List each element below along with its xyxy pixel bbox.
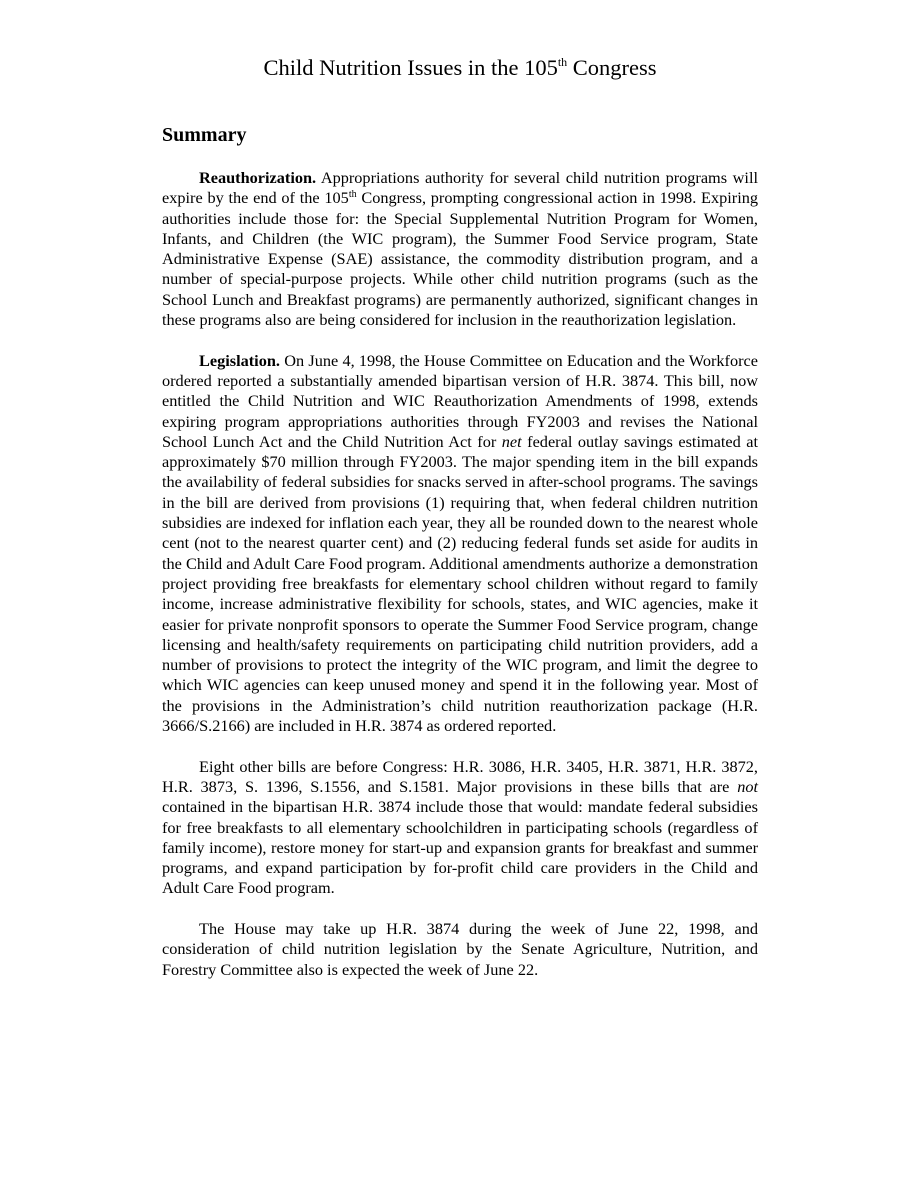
paragraph-text: The House may take up H.R. 3874 during the week of June 22, 1998, and consideration of child nutrition legislation by the Senate Agriculture, Nutrition, and Forestry Committee also is expected the week of June 22. — [162, 918, 758, 979]
paragraph-text: contained in the bipartisan H.R. 3874 include those that would: mandate federal subsidies for free breakfasts to all elementary schoolchildren in participating schools (regardless of family income), restore money for start-up and expansion grants for breakfast and summer programs, and expand participation by for-profit child care providers in the Child and Adult Care Food program. — [162, 797, 758, 898]
title-text: Child Nutrition Issues in the 105 — [263, 55, 558, 80]
summary-heading: Summary — [162, 124, 247, 146]
paragraph-text: federal outlay savings estimated at approximately $70 million through FY2003. The major spending item in the bill expands the availability of federal subsidies for snacks served in after-school programs. The savings in the bill are derived from provisions (1) requiring that, when federal children nutrition subsidies are indexed for inflation each year, they all be rounded down to the nearest whole cent (not to the nearest quarter cent) and (2) reducing federal funds set aside for audits in the Child and Adult Care Food program. Additional amendments authorize a demonstration project providing free breakfasts for elementary school children without regard to family income, increase administrative flexibility for schools, states, and WIC agencies, make it easier for private nonprofit sponsors to operate the Summer Food Service program, change licensing and health/safety requirements on participating child nutrition providers, add a number of provisions to protect the integrity of the WIC program, and limit the degree to which WIC agencies can keep unused money and spend it in the following year. Most of the provisions in the Administration’s child nutrition reauthorization package (H.R. 3666/S.2166) are included in H.R. 3874 as ordered reported. — [162, 431, 758, 736]
page-title — [132, 52, 788, 84]
title-superscript: th — [557, 55, 568, 69]
paragraph-text: On June 4, 1998, the House Committee on Education and the Workforce ordered reported a substantially amended bipartisan version of H.R. 3874. This bill, now entitled the Child Nutrition and WIC Reauthorization Amendments of 1998, extends expiring program appropriations authorities through FY2003 and revises the National School Lunch Act and the Child Nutrition Act for — [162, 350, 758, 451]
paragraph-house-schedule — [162, 919, 758, 980]
paragraph-other-bills — [162, 757, 758, 899]
superscript: th — [348, 189, 357, 201]
paragraph-reauthorization — [162, 168, 758, 330]
emphasis-text: net — [501, 431, 522, 451]
paragraph-legislation — [162, 351, 758, 737]
paragraph-text: Appropriations authority for several child nutrition programs will expire by the end of the 105 — [162, 168, 758, 208]
emphasis-text: not — [737, 776, 758, 796]
title-suffix: Congress — [567, 55, 657, 80]
paragraph-lead: Legislation. — [199, 350, 280, 370]
paragraph-lead: Reauthorization. — [199, 168, 317, 187]
paragraph-text: Congress, prompting congressional action in 1998. Expiring authorities include those for: the Special Supplemental Nutrition Program for Women, Infants, and Children (the WIC program), the Summer Food Service program, State Administrative Expense (SAE) assistance, the commodity distribution program, and a number of special-purpose projects. While other child nutrition programs (such as the School Lunch and Breakfast programs) are permanently authorized, significant changes in these programs also are being considered for inclusion in the reauthorization legislation. — [162, 188, 759, 330]
document-page — [162, 52, 758, 980]
paragraph-text: Eight other bills are before Congress: H.R. 3086, H.R. 3405, H.R. 3871, H.R. 3872, H.R. 3873, S. 1396, S.1556, and S.1581. Major provisions in these bills that are — [162, 756, 758, 796]
